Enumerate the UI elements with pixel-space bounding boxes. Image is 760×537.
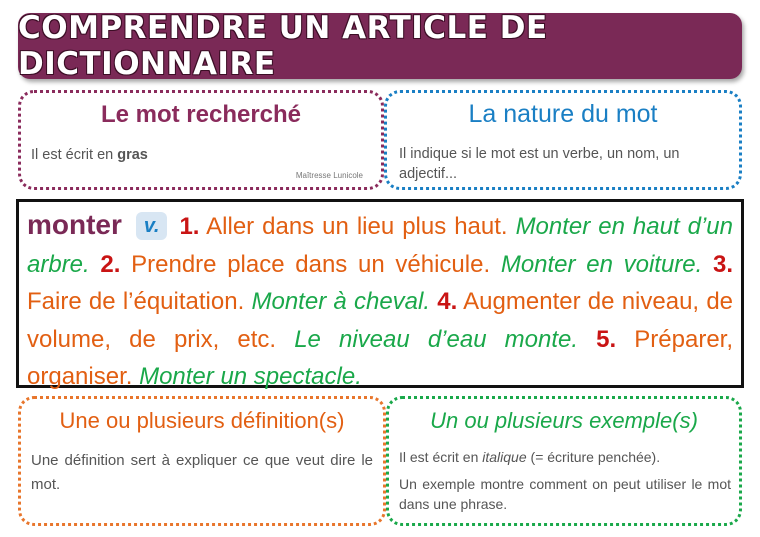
credit: Maîtresse Lunicole — [295, 171, 363, 180]
nature-tag: v. — [136, 212, 168, 240]
box-exemple — [386, 396, 742, 526]
sense-example: Monter un spectacle. — [139, 363, 362, 390]
sense-definition: Aller dans un lieu plus haut. — [206, 213, 508, 240]
sense-number: 4. — [437, 288, 458, 315]
box-nature-heading: La nature du mot — [468, 100, 658, 128]
dictionary-article — [16, 199, 744, 388]
box-mot-text — [31, 145, 148, 165]
sense-number: 3. — [713, 250, 734, 278]
box-mot-text-bold: gras — [117, 147, 148, 163]
box-exemple-text-1-italic: italique — [482, 449, 527, 465]
sense-definition: Prendre place dans un véhicule. — [131, 250, 491, 278]
headword: monter — [27, 209, 122, 240]
box-definition-text: Une définition sert à expliquer ce que veut dire le mot. — [31, 452, 373, 493]
sense-number: 1. — [179, 213, 200, 240]
sense-definition: Préparer, organiser. — [27, 325, 733, 390]
box-nature-text: Il indique si le mot est un verbe, un nom, un adjectif... — [399, 146, 680, 182]
sense-example: Monter en haut d’un arbre. — [27, 213, 733, 278]
sense-example: Monter à cheval. — [251, 288, 431, 315]
box-definition — [18, 396, 386, 526]
sense-definition: Augmenter de niveau, de volume, de prix, etc. — [27, 288, 734, 353]
sense-example: Monter en voiture. — [500, 250, 703, 278]
sense-number: 2. — [100, 250, 121, 278]
box-exemple-text-1-prefix: Il est écrit en — [399, 449, 483, 465]
box-mot-recherche — [18, 90, 384, 190]
title-banner — [18, 10, 742, 82]
box-exemple-text-1 — [399, 447, 731, 467]
box-mot-text-prefix: Il est écrit en — [31, 147, 118, 163]
box-nature-du-mot — [384, 90, 742, 190]
sense-example: Le niveau d’eau monte. — [294, 325, 579, 353]
sense-definition: Faire de l’équitation. — [27, 288, 245, 315]
box-exemple-text-1-suffix: (= écriture penchée). — [526, 449, 661, 465]
page-title: COMPRENDRE UN ARTICLE DE DICTIONNAIRE — [18, 10, 548, 82]
box-definition-heading: Une ou plusieurs définition(s) — [59, 408, 345, 433]
sense-number: 5. — [596, 325, 617, 353]
box-mot-heading: Le mot recherché — [100, 101, 302, 128]
box-exemple-text-2: Un exemple montre comment on peut utiliser le mot dans une phrase. — [399, 476, 731, 512]
box-exemple-heading: Un ou plusieurs exemple(s) — [430, 408, 698, 433]
